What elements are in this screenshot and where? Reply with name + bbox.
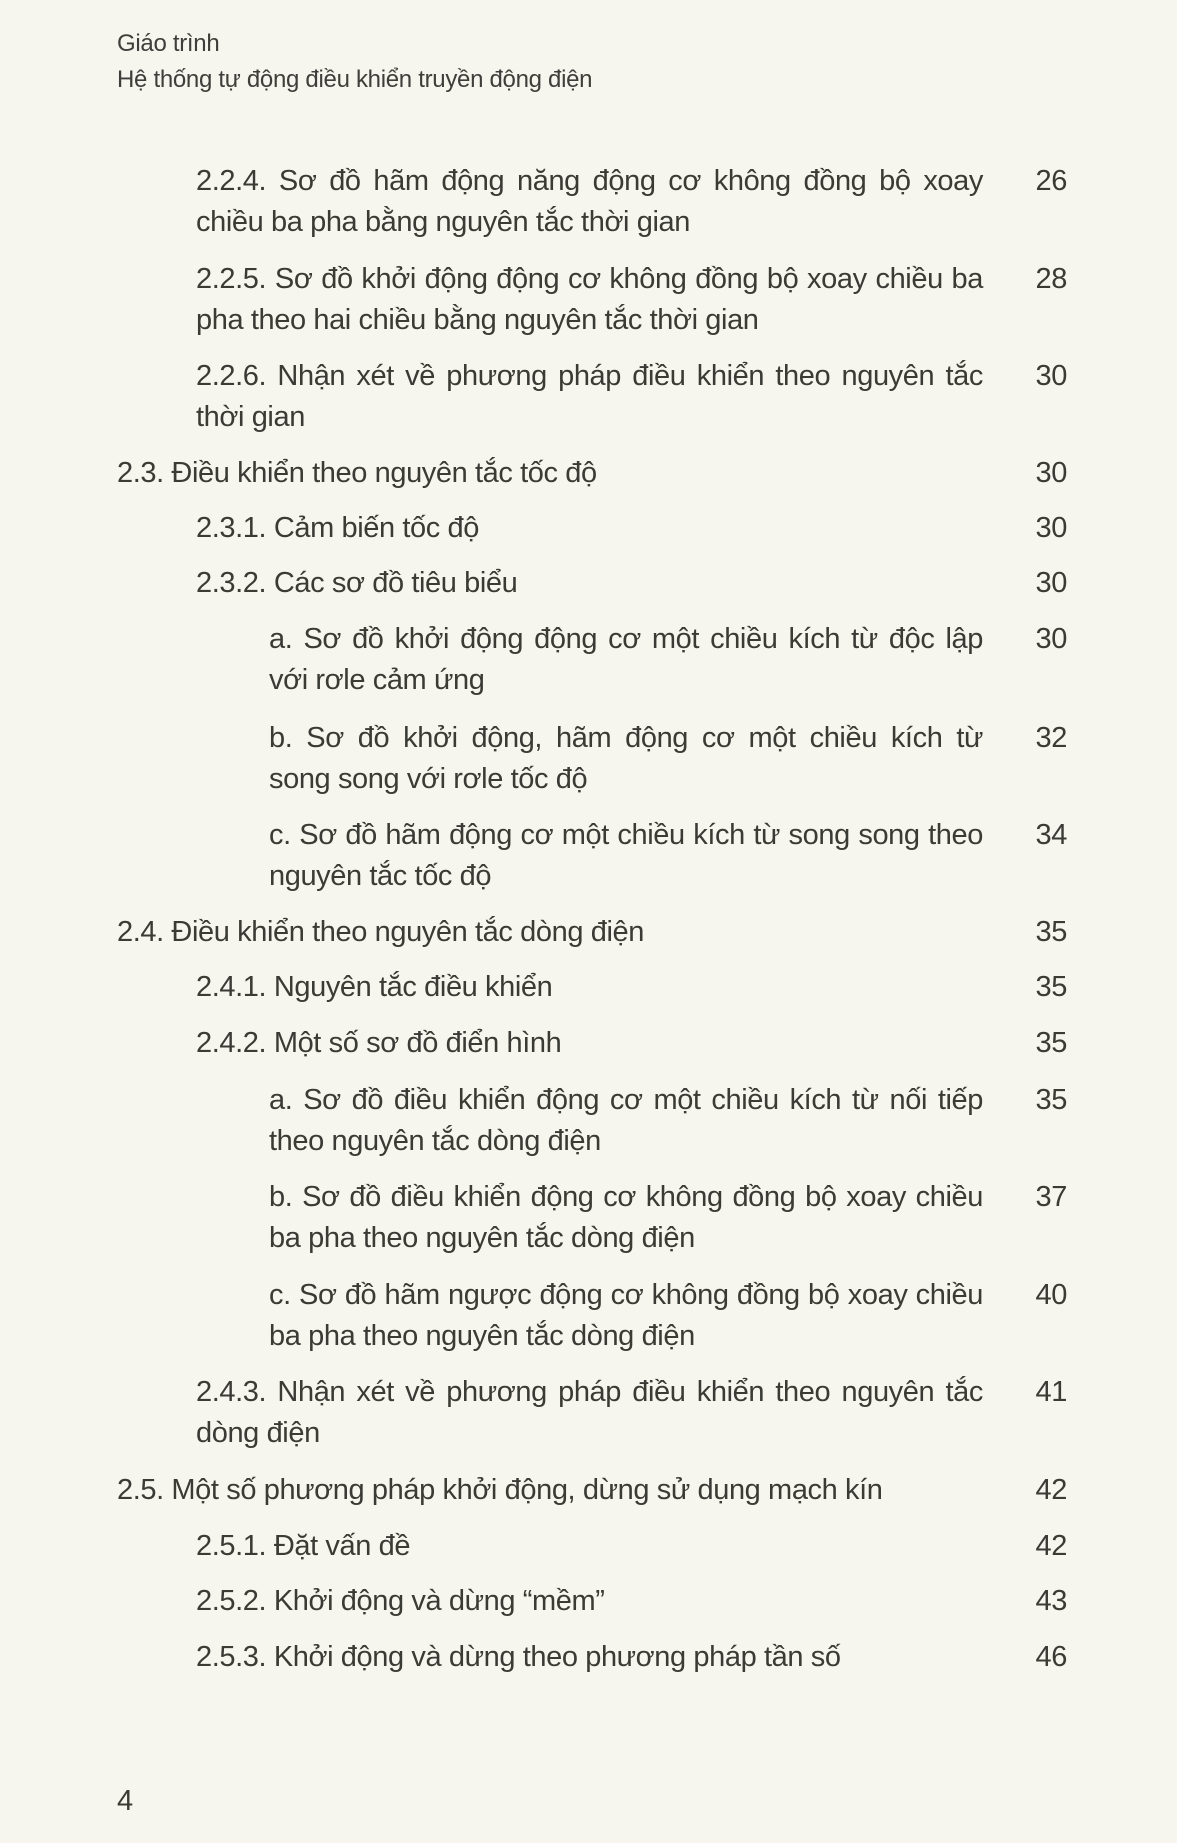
- toc-entry-title: 2.4.1. Nguyên tắc điều khiển: [196, 971, 553, 1003]
- toc-entry: [269, 718, 1067, 800]
- toc-entry-title: 2.3. Điều khiển theo nguyên tắc tốc độ: [117, 457, 597, 489]
- toc-entry-title: 2.5.2. Khởi động và dừng “mềm”: [196, 1585, 605, 1617]
- toc-entry: [196, 356, 1067, 438]
- toc-entry-title: 2.4.3. Nhận xét về phương pháp điều khiển theo nguyên tắc dòng điện: [196, 1376, 983, 1449]
- toc-entry: [269, 815, 1067, 897]
- toc-entry: [117, 912, 1067, 953]
- toc-entry: [269, 1275, 1067, 1357]
- toc-entry-title: a. Sơ đồ điều khiển động cơ một chiều kích từ nối tiếp theo nguyên tắc dòng điện: [269, 1084, 983, 1157]
- toc-entry: [196, 259, 1067, 341]
- toc-entry-title: 2.4.2. Một số sơ đồ điển hình: [196, 1027, 562, 1059]
- running-header-title: Hệ thống tự động điều khiển truyền động điện: [117, 66, 593, 93]
- toc-entry-page: 35: [1035, 916, 1067, 948]
- toc-entry: [196, 1372, 1067, 1454]
- toc-entry-page: 32: [1035, 722, 1067, 754]
- toc-entry-page: 42: [1035, 1474, 1067, 1506]
- toc-entry: [196, 1023, 1067, 1064]
- toc-entry-title: 2.4. Điều khiển theo nguyên tắc dòng điện: [117, 916, 644, 948]
- toc-entry-title: 2.5.1. Đặt vấn đề: [196, 1530, 411, 1562]
- toc-entry-page: 30: [1035, 512, 1067, 544]
- toc-entry: [196, 1637, 1067, 1678]
- toc-entry: [196, 508, 1067, 549]
- toc-entry-page: 26: [1035, 165, 1067, 197]
- toc-entry-title: 2.3.1. Cảm biến tốc độ: [196, 512, 479, 544]
- toc-entry: [269, 619, 1067, 701]
- toc-entry-page: 30: [1035, 457, 1067, 489]
- toc-entry-title: b. Sơ đồ điều khiển động cơ không đồng bộ xoay chiều ba pha theo nguyên tắc dòng điện: [269, 1181, 983, 1254]
- toc-entry-title: 2.2.5. Sơ đồ khởi động động cơ không đồng bộ xoay chiều ba pha theo hai chiều bằng nguyên tắc thời gian: [196, 263, 983, 336]
- page-number: 4: [117, 1785, 134, 1817]
- toc-entry-page: 34: [1035, 819, 1067, 851]
- toc-entry-page: 46: [1035, 1641, 1067, 1673]
- toc-entry-page: 43: [1035, 1585, 1067, 1617]
- toc-entry-title: 2.5. Một số phương pháp khởi động, dừng sử dụng mạch kín: [117, 1474, 883, 1506]
- toc-entry-title: 2.3.2. Các sơ đồ tiêu biểu: [196, 567, 518, 599]
- toc-entry-page: 40: [1035, 1279, 1067, 1311]
- toc-entry: [196, 161, 1067, 243]
- running-header-series: Giáo trình: [117, 30, 220, 57]
- toc-entry-page: 42: [1035, 1530, 1067, 1562]
- toc-entry-title: b. Sơ đồ khởi động, hãm động cơ một chiều kích từ song song với rơle tốc độ: [269, 722, 983, 795]
- toc-entry-page: 30: [1035, 360, 1067, 392]
- toc-entry-title: 2.5.3. Khởi động và dừng theo phương pháp tần số: [196, 1641, 841, 1673]
- toc-entry-page: 35: [1035, 1084, 1067, 1116]
- toc-entry: [196, 967, 1067, 1008]
- toc-entry: [117, 1470, 1067, 1511]
- toc-entry: [196, 1526, 1067, 1567]
- toc-entry-title: 2.2.6. Nhận xét về phương pháp điều khiển theo nguyên tắc thời gian: [196, 360, 983, 433]
- toc-entry: [196, 1581, 1067, 1622]
- toc-entry: [269, 1080, 1067, 1162]
- toc-entry-page: 28: [1035, 263, 1067, 295]
- toc-entry-page: 41: [1035, 1376, 1067, 1408]
- toc-entry-title: a. Sơ đồ khởi động động cơ một chiều kích từ độc lập với rơle cảm ứng: [269, 623, 983, 696]
- toc-entry: [117, 453, 1067, 494]
- toc-entry-title: 2.2.4. Sơ đồ hãm động năng động cơ không đồng bộ xoay chiều ba pha bằng nguyên tắc thời gian: [196, 165, 983, 238]
- toc-entry: [196, 563, 1067, 604]
- toc-entry-page: 30: [1035, 567, 1067, 599]
- toc-entry-page: 30: [1035, 623, 1067, 655]
- toc-entry-title: c. Sơ đồ hãm ngược động cơ không đồng bộ xoay chiều ba pha theo nguyên tắc dòng điện: [269, 1279, 983, 1352]
- toc-entry: [269, 1177, 1067, 1259]
- toc-entry-page: 35: [1035, 971, 1067, 1003]
- toc-entry-page: 35: [1035, 1027, 1067, 1059]
- toc-entry-title: c. Sơ đồ hãm động cơ một chiều kích từ song song theo nguyên tắc tốc độ: [269, 819, 983, 892]
- toc-entry-page: 37: [1035, 1181, 1067, 1213]
